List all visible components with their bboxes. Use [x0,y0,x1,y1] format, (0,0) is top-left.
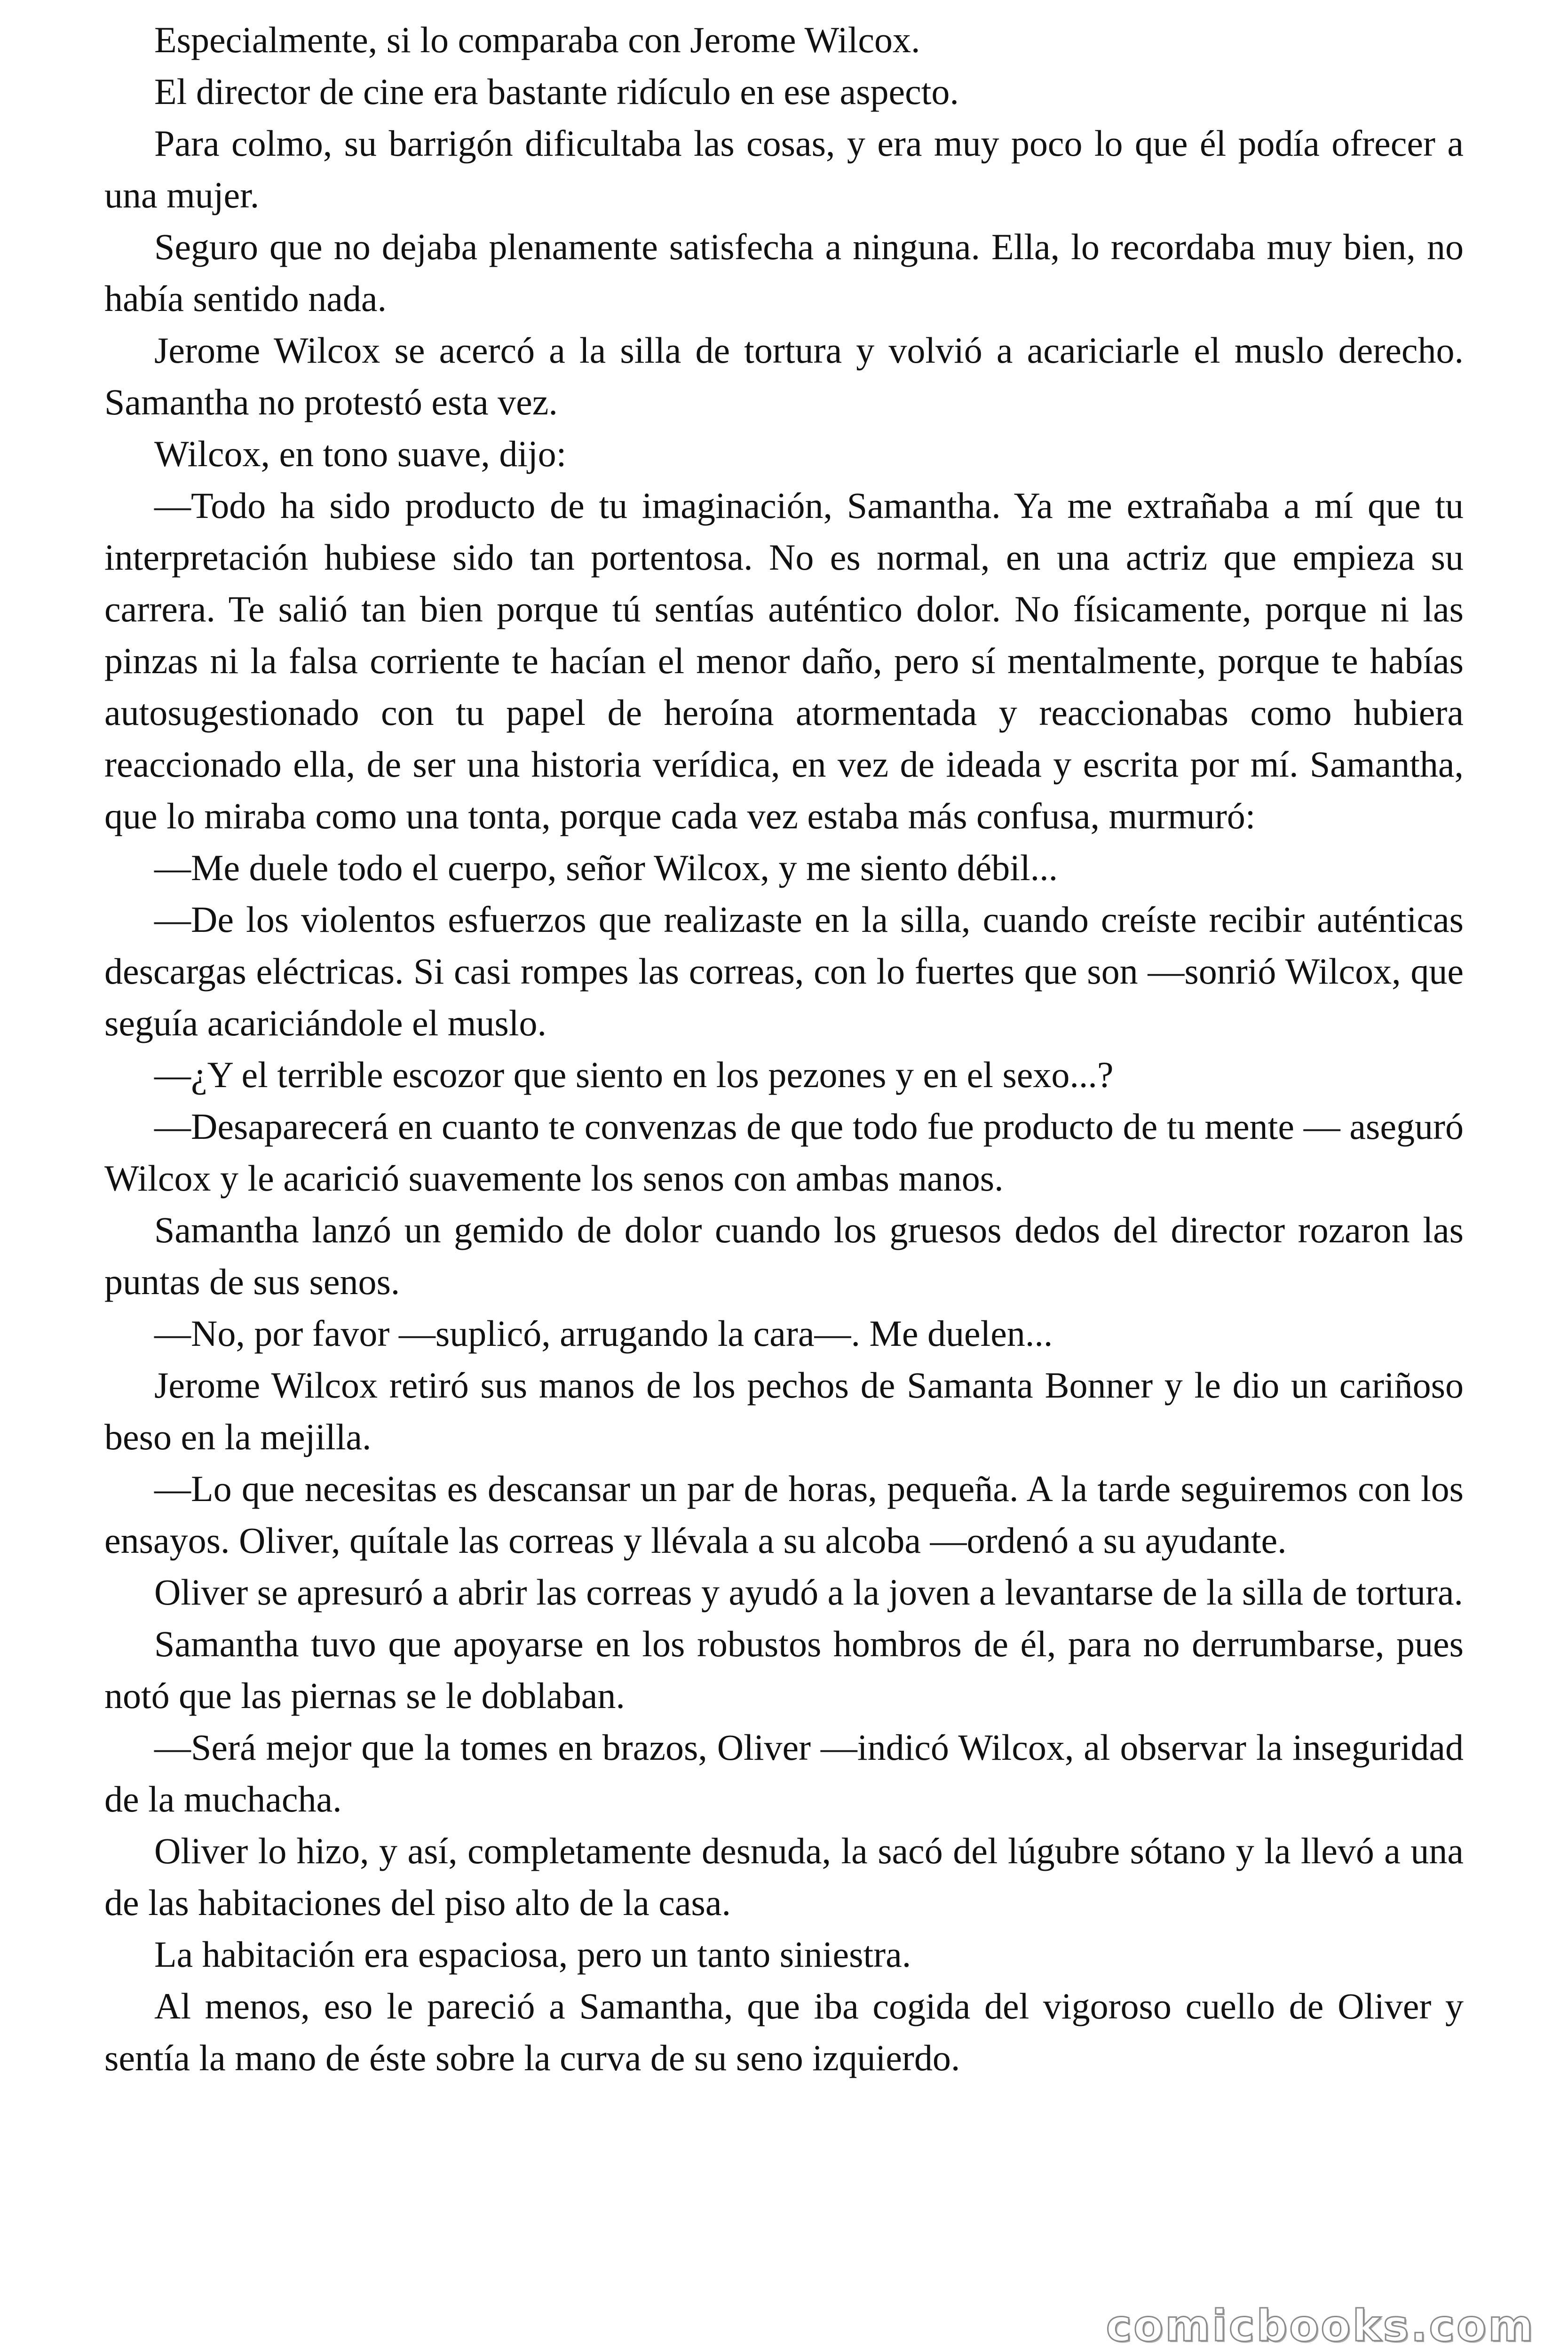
paragraph: Samantha tuvo que apoyarse en los robustos hombros de él, para no derrumbarse, pues notó que las piernas se le doblaban. [104,1623,1464,1716]
paragraph: Al menos, eso le pareció a Samantha, que iba cogida del vigoroso cuello de Oliver y sentía la mano de éste sobre la curva de su seno izquierdo. [104,1986,1464,2078]
paragraph: Oliver lo hizo, y así, completamente desnuda, la sacó del lúgubre sótano y la llevó a una de las habitaciones del piso alto de la casa. [104,1830,1464,1923]
paragraph: Samantha lanzó un gemido de dolor cuando los gruesos dedos del director rozaron las puntas de sus senos. [104,1209,1464,1302]
page-body [104,14,1464,2084]
paragraph: El director de cine era bastante ridículo en ese aspecto. [154,71,959,112]
paragraph: —Desaparecerá en cuanto te convenzas de que todo fue producto de tu mente — aseguró Wilcox y le acarició suavemente los senos con ambas manos. [104,1106,1464,1199]
paragraph: Jerome Wilcox se acercó a la silla de tortura y volvió a acariciarle el muslo derecho. Samantha no protestó esta vez. [104,330,1464,422]
paragraph: —No, por favor —suplicó, arrugando la cara—. Me duelen... [154,1313,1053,1354]
paragraph: Para colmo, su barrigón dificultaba las cosas, y era muy poco lo que él podía ofrecer a una mujer. [104,123,1464,215]
paragraph: —Todo ha sido producto de tu imaginación, Samantha. Ya me extrañaba a mí que tu interpretación hubiese sido tan portentosa. No es normal, en una actriz que empieza su carrera. Te salió tan bien porque tú sentías auténtico dolor. No físicamente, porque ni las pinzas ni la falsa corriente te hacían el menor daño, pero sí mentalmente, porque te habías autosugestionado con tu papel de heroína atormentada y reaccionabas como hubiera reaccionado ella, de ser una historia verídica, en vez de ideada y escrita por mí. Samantha, que lo miraba como una tonta, porque cada vez estaba más confusa, murmuró: [104,485,1464,836]
paragraph: Especialmente, si lo comparaba con Jerome Wilcox. [154,19,920,60]
paragraph: —Lo que necesitas es descansar un par de horas, pequeña. A la tarde seguiremos con los ensayos. Oliver, quítale las correas y llévala a su alcoba —ordenó a su ayudante. [104,1468,1464,1561]
paragraph: Jerome Wilcox retiró sus manos de los pechos de Samanta Bonner y le dio un cariñoso beso en la mejilla. [104,1365,1464,1457]
paragraph: —Me duele todo el cuerpo, señor Wilcox, y me siento débil... [154,847,1058,888]
paragraph: —¿Y el terrible escozor que siento en los pezones y en el sexo...? [154,1054,1114,1095]
paragraph: —De los violentos esfuerzos que realizaste en la silla, cuando creíste recibir auténticas descargas eléctricas. Si casi rompes las correas, con lo fuertes que son —sonrió Wilcox, que seguía acariciándole el muslo. [104,899,1464,1043]
watermark: comicbooks.com [1106,2301,1535,2351]
paragraph: La habitación era espaciosa, pero un tanto siniestra. [154,1934,911,1975]
paragraph: Seguro que no dejaba plenamente satisfecha a ninguna. Ella, lo recordaba muy bien, no había sentido nada. [104,226,1464,319]
paragraph: —Será mejor que la tomes en brazos, Oliver —indicó Wilcox, al observar la inseguridad de la muchacha. [104,1727,1464,1820]
paragraph: Wilcox, en tono suave, dijo: [154,433,567,474]
paragraph: Oliver se apresuró a abrir las correas y ayudó a la joven a levantarse de la silla de tortura. [154,1572,1463,1613]
